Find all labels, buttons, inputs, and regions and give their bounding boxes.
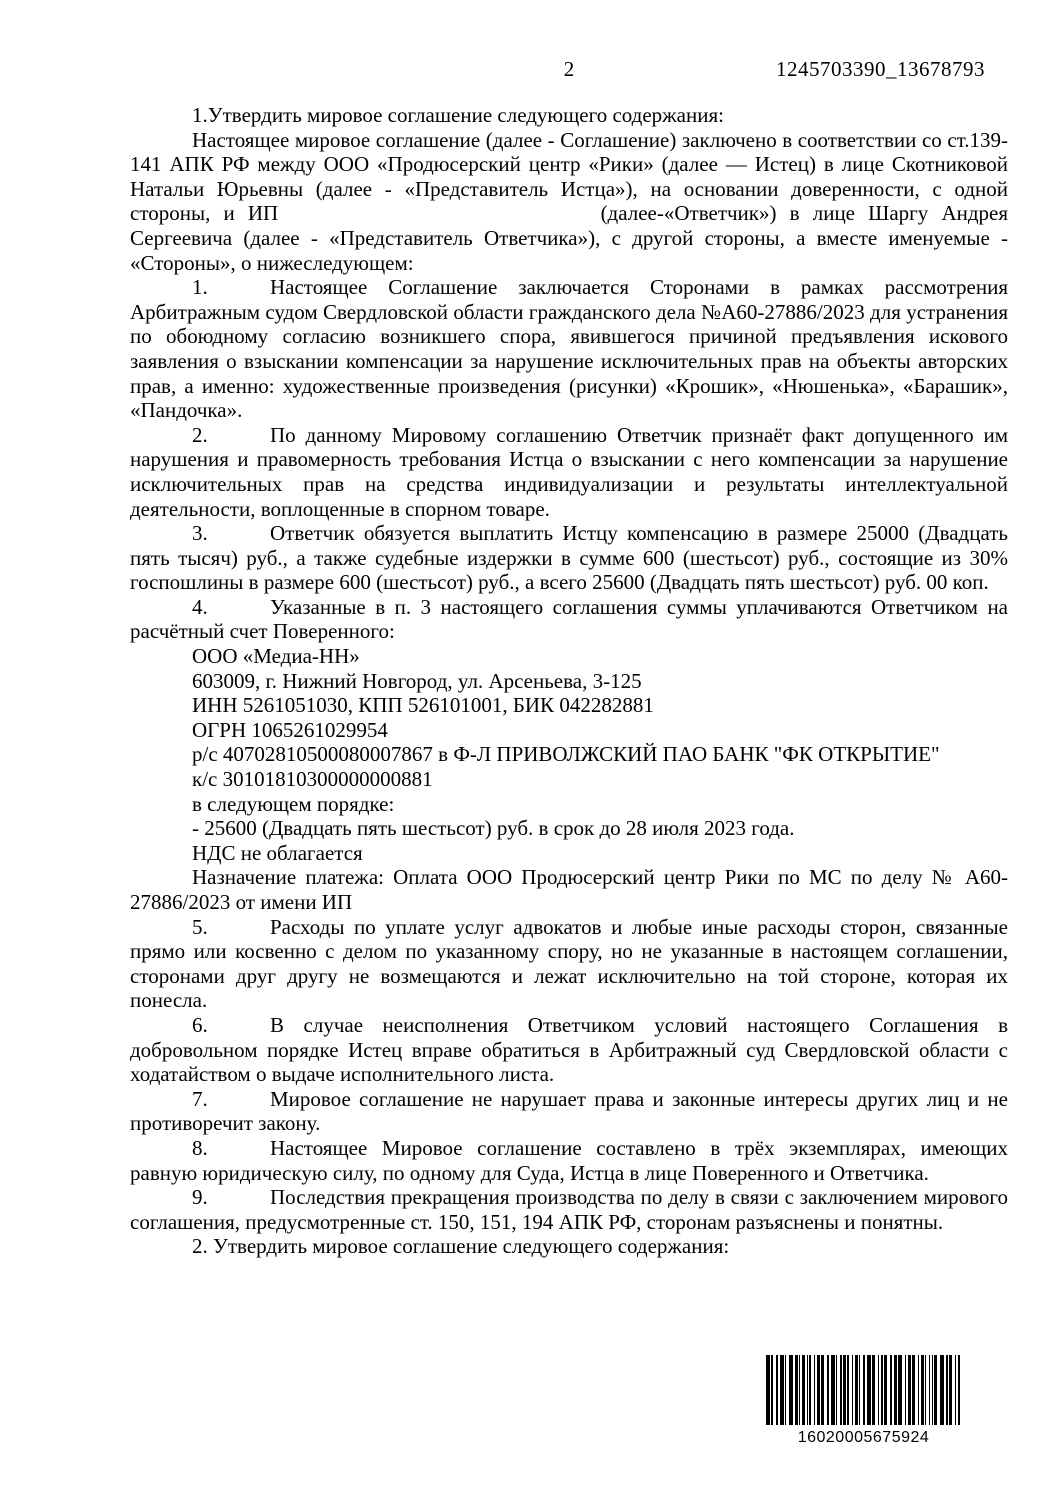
document-body — [130, 103, 1008, 1259]
clause-6-text: В случае неисполнения Ответчиком условий настоящего Соглашения в добровольном порядке Истец вправе обратиться в Арбитражный суд Свердловской области с ходатайством о выдаче исполнительного листа. — [130, 1012, 1008, 1087]
clause-5-number: 5. — [192, 914, 208, 939]
payee-inn-kpp-bik: ИНН 5261051030, КПП 526101001, БИК 042282881 — [192, 693, 654, 718]
clause-1-number: 1. — [192, 275, 208, 300]
clause-7-number: 7. — [192, 1086, 208, 1111]
preamble-text-after-redaction: (далее-«Ответчик») в лице Шаргу Андрея Сергеевича (далее - «Представитель Ответчика»), с другой стороны, а вместе именуемые - «Стороны», о нижеследующем: — [130, 201, 1009, 275]
clause-3-number: 3. — [192, 521, 208, 546]
clause-3-paragraph — [130, 521, 1008, 595]
clause-4-text: Указанные в п. 3 настоящего соглашения суммы уплачиваются Ответчиком на расчётный счет Поверенного: — [130, 594, 1008, 644]
payment-order-label: в следующем порядке: — [192, 791, 395, 816]
clause-4-number: 4. — [192, 594, 208, 619]
clause-9-text: Последствия прекращения производства по делу в связи с заключением мирового соглашения, предусмотренные ст. 150, 151, 194 АПК РФ, сторонам разъяснены и понятны. — [130, 1185, 1008, 1234]
payee-correspondent-account: к/с 30101810300000000881 — [192, 767, 433, 792]
barcode-number: 16020005675924 — [797, 1429, 930, 1446]
payee-settlement-account: р/с 40702810500080007867 в Ф-Л ПРИВОЛЖСКИЙ ПАО БАНК "ФК ОТКРЫТИЕ" — [192, 742, 940, 767]
clause-2-text: По данному Мировому соглашению Ответчик признаёт факт допущенного им нарушения и правомерность требования Истца о взыскании с него компенсации за нарушение исключительных прав на средства индивидуализации и результаты интеллектуальной деятельности, воплощенные в спорном товаре. — [130, 422, 1008, 521]
clause-7-paragraph — [130, 1087, 1008, 1136]
clause-6-paragraph — [130, 1013, 1008, 1087]
payee-address: 603009, г. Нижний Новгород, ул. Арсеньева, 3-125 — [192, 668, 642, 693]
clause-4-paragraph — [130, 595, 1008, 644]
payee-ogrn: ОГРН 1065261029954 — [192, 717, 388, 742]
clause-5-paragraph — [130, 915, 1008, 1013]
preamble-paragraph — [130, 128, 1008, 276]
clause-9-paragraph — [130, 1185, 1008, 1234]
redacted-name-gap — [291, 219, 587, 220]
preamble-text-before-redaction: Настоящее мировое соглашение (далее - Соглашение) заключено в соответствии со ст.139-141 АПК РФ между ООО «Продюсерский центр «Рики» (далее — Истец) в лице Скотниковой Натальи Юрьевны (далее - «Представитель Истца»), на основании доверенности, с одной стороны, и ИП — [130, 127, 1008, 226]
clause-9-number: 9. — [192, 1185, 208, 1210]
vat-note: НДС не облагается — [192, 840, 363, 865]
payment-purpose-paragraph: Назначение платежа: Оплата ООО Продюсерский центр Рики по МС по делу № А60-27886/2023 от имени ИП — [130, 865, 1008, 914]
barcode-stripes — [766, 1355, 961, 1425]
clause-1-paragraph — [130, 275, 1008, 423]
clause-8-paragraph — [130, 1136, 1008, 1185]
clause-6-number: 6. — [192, 1012, 208, 1037]
resolution-line: 1.Утвердить мировое соглашение следующего содержания: — [192, 103, 724, 127]
page-number: 2 — [563, 57, 575, 81]
clause-8-text: Настоящее Мировое соглашение составлено в трёх экземплярах, имеющих равную юридическую силу, по одному для Суда, Истца в лице Поверенного и Ответчика. — [130, 1135, 1008, 1185]
clause-3-text: Ответчик обязуется выплатить Истцу компенсацию в размере 25000 (Двадцать пять тысяч) руб., а также судебные издержки в сумме 600 (шестьсот) руб., состоящие из 30% госпошлины в размере 600 (шестьсот) руб., а всего 25600 (Двадцать пять шестьсот) руб. 00 коп. — [130, 521, 1008, 595]
clause-2-paragraph — [130, 423, 1008, 521]
clause-2-number: 2. — [192, 422, 208, 447]
clause-5-text: Расходы по уплате услуг адвокатов и любые иные расходы сторон, связанные прямо или косвенно с делом по указанному спору, но не указанные в настоящем соглашении, сторонами друг другу не возмещаются и лежат исключительно на той стороне, которая их понесла. — [130, 914, 1008, 1013]
payee-company-name: ООО «Медиа-НН» — [192, 644, 360, 669]
barcode — [766, 1355, 961, 1451]
payment-amount-deadline: - 25600 (Двадцать пять шестьсот) руб. в срок до 28 июля 2023 года. — [192, 816, 795, 841]
page-header — [130, 57, 1008, 83]
clause-1-text: Настоящее Соглашение заключается Сторонами в рамках рассмотрения Арбитражным судом Свердловской области гражданского дела №А60-27886/2023 для устранения по обоюдному согласию возникшего спора, явившегося причиной предъявления искового заявления о взыскании компенсации за нарушение исключительных прав на объекты авторских прав, а именно: художественные произведения (рисунки) «Крошик», «Нюшенька», «Барашик», «Пандочка». — [130, 275, 1008, 423]
document-id: 1245703390_13678793 — [776, 57, 985, 81]
clause-7-text: Мировое соглашение не нарушает права и законные интересы других лиц и не противоречит закону. — [130, 1086, 1008, 1136]
clause-8-number: 8. — [192, 1135, 208, 1160]
closing-resolution-line: 2. Утвердить мировое соглашение следующего содержания: — [192, 1234, 730, 1259]
